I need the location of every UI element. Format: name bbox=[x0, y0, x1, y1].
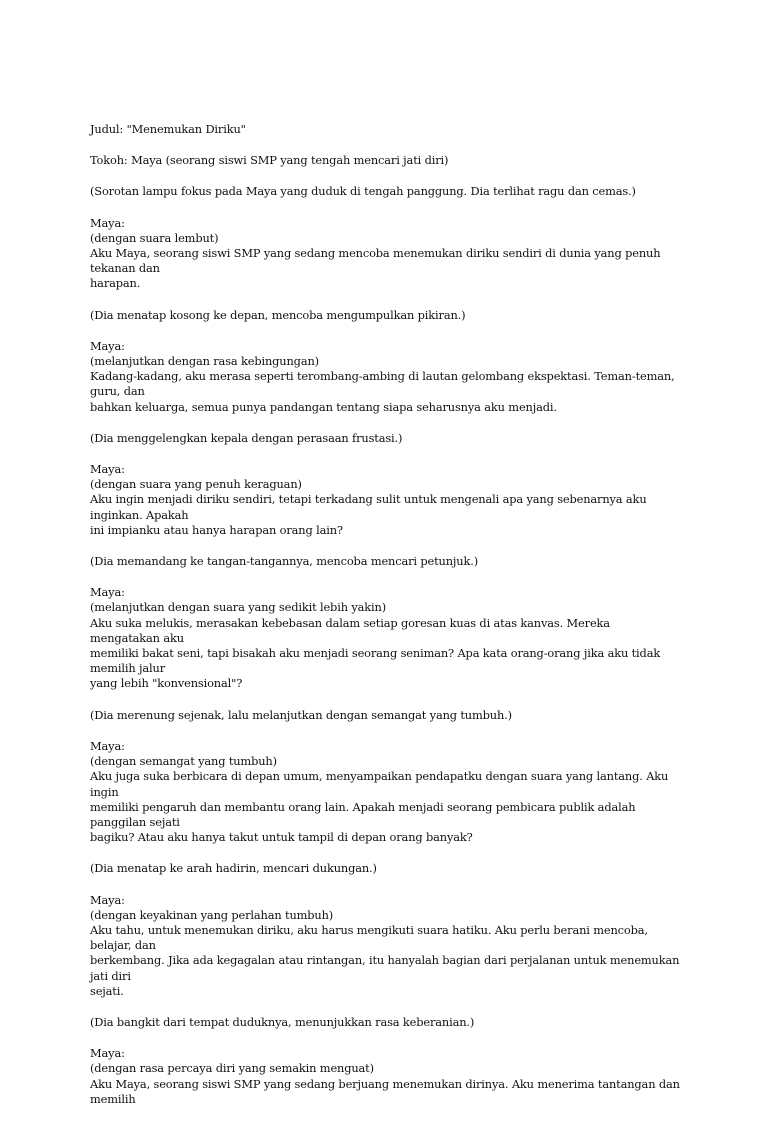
dialogue-line: Kadang-kadang, aku merasa seperti terombang-ambing di lautan gelombang ekspektasi. Teman-teman, guru, dan bbox=[90, 369, 675, 399]
dialogue-block bbox=[90, 893, 682, 999]
speaker-name: Maya: bbox=[90, 738, 125, 753]
dialogue-block bbox=[90, 462, 682, 538]
stage-direction: (Sorotan lampu fokus pada Maya yang duduk di tengah panggung. Dia terlihat ragu dan cemas.) bbox=[90, 184, 636, 199]
parenthetical: (dengan keyakinan yang perlahan tumbuh) bbox=[90, 907, 334, 922]
dialogue-line: Aku juga suka berbicara di depan umum, menyampaikan pendapatku dengan suara yang lantang. Aku ingin bbox=[90, 769, 669, 799]
stage-direction: (Dia bangkit dari tempat duduknya, menunjukkan rasa keberanian.) bbox=[90, 1014, 475, 1029]
character-line: Tokoh: Maya (seorang siswi SMP yang tengah mencari jati diri) bbox=[90, 153, 449, 168]
dialogue-block bbox=[90, 339, 682, 415]
dialogue-line: Aku tahu, untuk menemukan diriku, aku harus mengikuti suara hatiku. Aku perlu berani mencoba, belajar, dan bbox=[90, 922, 648, 953]
script-text bbox=[90, 122, 682, 1123]
parenthetical: (melanjutkan dengan rasa kebingungan) bbox=[90, 354, 319, 369]
dialogue-block bbox=[90, 216, 682, 292]
dialogue-line: harapan. bbox=[90, 276, 141, 291]
speaker-name: Maya: bbox=[90, 338, 125, 353]
speaker-name: Maya: bbox=[90, 1046, 125, 1061]
dialogue-line: bahkan keluarga, semua punya pandangan tentang siapa seharusnya aku menjadi. bbox=[90, 399, 557, 414]
dialogue-line: yang lebih "konvensional"? bbox=[90, 676, 243, 691]
speaker-name: Maya: bbox=[90, 892, 125, 907]
dialogue-block bbox=[90, 739, 682, 845]
dialogue-line: Aku suka melukis, merasakan kebebasan dalam setiap goresan kuas di atas kanvas. Mereka mengatakan aku bbox=[90, 615, 610, 645]
dialogue-line: Aku ingin menjadi diriku sendiri, tetapi terkadang sulit untuk mengenali apa yang sebenarnya aku inginkan. Apakah bbox=[90, 492, 647, 522]
stage-direction: (Dia menatap kosong ke depan, mencoba mengumpulkan pikiran.) bbox=[90, 307, 466, 322]
dialogue-line: memiliki pengaruh dan membantu orang lain. Apakah menjadi seorang pembicara publik adalah panggilan sejati bbox=[90, 799, 636, 829]
dialogue-line: Aku Maya, seorang siswi SMP yang sedang berjuang menemukan dirinya. Aku menerima tantangan dan memilih bbox=[90, 1076, 680, 1106]
speaker-name: Maya: bbox=[90, 462, 125, 477]
dialogue-block bbox=[90, 1046, 682, 1107]
dialogue-line: berkembang. Jika ada kegagalan atau rintangan, itu hanyalah bagian dari perjalanan untuk menemukan jati diri bbox=[90, 953, 680, 983]
stage-direction: (Dia memandang ke tangan-tangannya, mencoba mencari petunjuk.) bbox=[90, 554, 478, 569]
dialogue-line: memiliki bakat seni, tapi bisakah aku menjadi seorang seniman? Apa kata orang-orang jika aku tidak memilih jalur bbox=[90, 646, 661, 676]
stage-direction: (Dia menatap ke arah hadirin, mencari dukungan.) bbox=[90, 861, 377, 876]
speaker-name: Maya: bbox=[90, 215, 125, 230]
parenthetical: (dengan semangat yang tumbuh) bbox=[90, 754, 277, 769]
stage-direction: (Dia merenung sejenak, lalu melanjutkan dengan semangat yang tumbuh.) bbox=[90, 707, 512, 722]
parenthetical: (melanjutkan dengan suara yang sedikit lebih yakin) bbox=[90, 600, 387, 615]
stage-direction: (Dia menggelengkan kepala dengan perasaan frustasi.) bbox=[90, 430, 403, 445]
script-title: Judul: "Menemukan Diriku" bbox=[90, 122, 246, 136]
dialogue-block bbox=[90, 585, 682, 691]
dialogue-line: bagiku? Atau aku hanya takut untuk tampil di depan orang banyak? bbox=[90, 830, 473, 845]
dialogue-line: Aku Maya, seorang siswi SMP yang sedang mencoba menemukan diriku sendiri di dunia yang penuh tekanan dan bbox=[90, 246, 661, 276]
speaker-name: Maya: bbox=[90, 585, 125, 600]
dialogue-line: ini impianku atau hanya harapan orang lain? bbox=[90, 522, 343, 537]
parenthetical: (dengan suara yang penuh keraguan) bbox=[90, 477, 302, 492]
parenthetical: (dengan rasa percaya diri yang semakin menguat) bbox=[90, 1061, 374, 1076]
parenthetical: (dengan suara lembut) bbox=[90, 230, 219, 245]
dialogue-line: sejati. bbox=[90, 983, 124, 998]
